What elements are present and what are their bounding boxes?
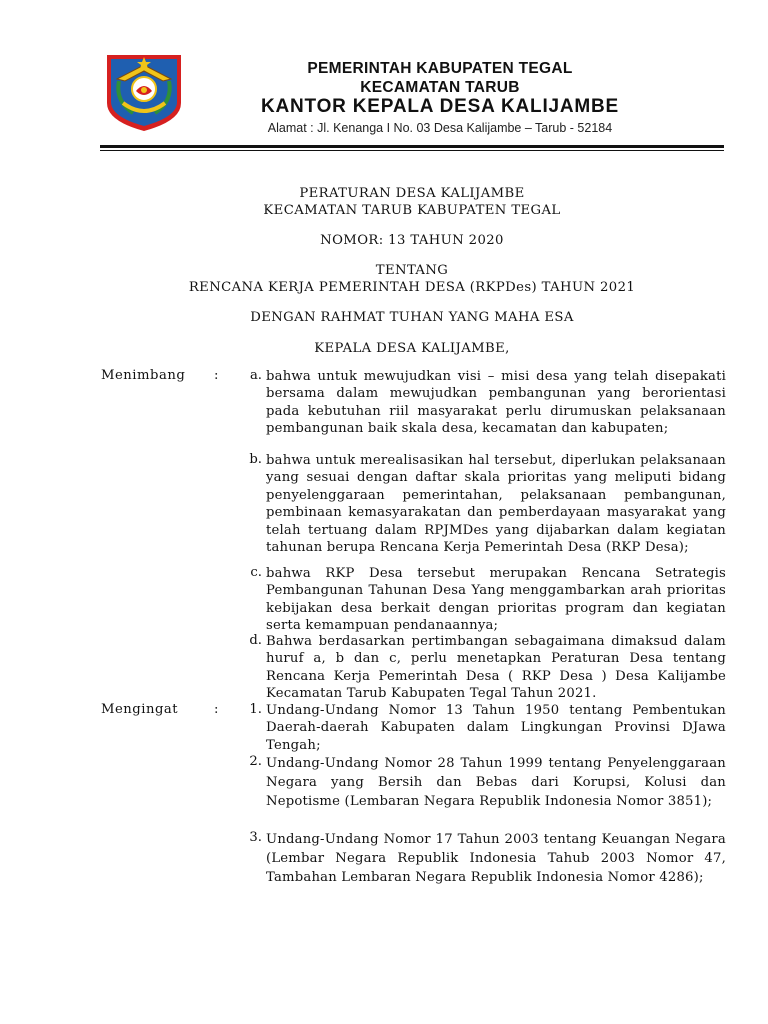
regulation-title: PERATURAN DESA KALIJAMBE (299, 186, 525, 201)
mengingat-colon: : (214, 702, 219, 717)
menimbang-item-c: bahwa RKP Desa tersebut merupakan Rencana Setrategis Pembangunan Tahunan Desa Yang menggambarkan arah prioritas kebijakan desa berkait dengan prioritas program dan kegiatan serta kemampuan pendanaannya; (266, 566, 726, 634)
menimbang-item-b: bahwa untuk merealisasikan hal tersebut, diperlukan pelaksanaan yang sesuai dengan daftar skala prioritas yang meliputi bidang penyelenggaraan pemerintahan, pelaksanaan pembangunan, pembinaan kemasyarakatan dan pemberdayaan masyarakat yang telah tertuang dalam RPJMDes yang dijabarkan dalam kegiatan tahunan berupa Rencana Kerja Pemerintah Desa (RKP Desa); (266, 453, 726, 556)
mengingat-item-1: Undang-Undang Nomor 13 Tahun 1950 tentang Pembentukan Daerah-daerah Kabupaten dalam Lingkungan Provinsi DJawa Tengah; (266, 703, 726, 753)
mengingat-marker-1: 1. (249, 702, 262, 717)
blessing-line: DENGAN RAHMAT TUHAN YANG MAHA ESA (250, 310, 574, 325)
regulation-subject: RENCANA KERJA PEMERINTAH DESA (RKPDes) TAHUN 2021 (188, 280, 636, 295)
menimbang-marker-a: a. (249, 368, 262, 383)
letterhead-government: PEMERINTAH KABUPATEN TEGAL (307, 60, 573, 77)
regulation-region: KECAMATAN TARUB KABUPATEN TEGAL (263, 203, 561, 218)
menimbang-marker-d: d. (249, 633, 262, 648)
letterhead-divider-thin (100, 150, 724, 151)
menimbang-item-d: Bahwa berdasarkan pertimbangan sebagaimana dimaksud dalam huruf a, b dan c, perlu menetapkan Peraturan Desa tentang Rencana Kerja Pemerintah Desa ( RKP Desa ) Desa Kalijambe Kecamatan Tarub Kabupaten Tegal Tahun 2021. (266, 634, 726, 702)
mengingat-label: Mengingat (101, 702, 179, 717)
menimbang-marker-b: b. (249, 452, 262, 467)
menimbang-item-a: bahwa untuk mewujudkan visi – misi desa yang telah disepakati bersama dalam mewujudkan pembangunan yang berorientasi pada kebutuhan riil masyarakat perlu dirumuskan pelaksanaan pembangunan baik skala desa, kecamatan dan kabupaten; (266, 369, 726, 437)
about-label: TENTANG (375, 263, 449, 278)
letterhead-district: KECAMATAN TARUB (360, 79, 520, 96)
mengingat-item-2: Undang-Undang Nomor 28 Tahun 1999 tentang Penyelenggaraan Negara yang Bersih dan Bebas dari Korupsi, Kolusi dan Nepotisme (Lembaran Negara Republik Indonesia Nomor 3851); (266, 756, 726, 809)
mengingat-marker-3: 3. (249, 830, 262, 845)
letterhead-office: KANTOR KEPALA DESA KALIJAMBE (260, 96, 620, 117)
menimbang-marker-c: c. (250, 565, 262, 580)
mengingat-marker-2: 2. (249, 754, 262, 769)
menimbang-label: Menimbang (101, 368, 186, 383)
letterhead-address: Alamat : Jl. Kenanga I No. 03 Desa Kalijambe – Tarub - 52184 (267, 121, 613, 135)
menimbang-colon: : (214, 368, 219, 383)
regulation-number: NOMOR: 13 TAHUN 2020 (320, 233, 504, 248)
kabupaten-tegal-crest-icon (103, 51, 185, 133)
mengingat-item-3: Undang-Undang Nomor 17 Tahun 2003 tentang Keuangan Negara (Lembar Negara Republik Indonesia Tahub 2003 Nomor 47, Tambahan Lembaran Negara Republik Indonesia Nomor 4286); (266, 832, 726, 885)
official-title: KEPALA DESA KALIJAMBE, (314, 341, 510, 356)
letterhead-divider-thick (100, 145, 724, 148)
